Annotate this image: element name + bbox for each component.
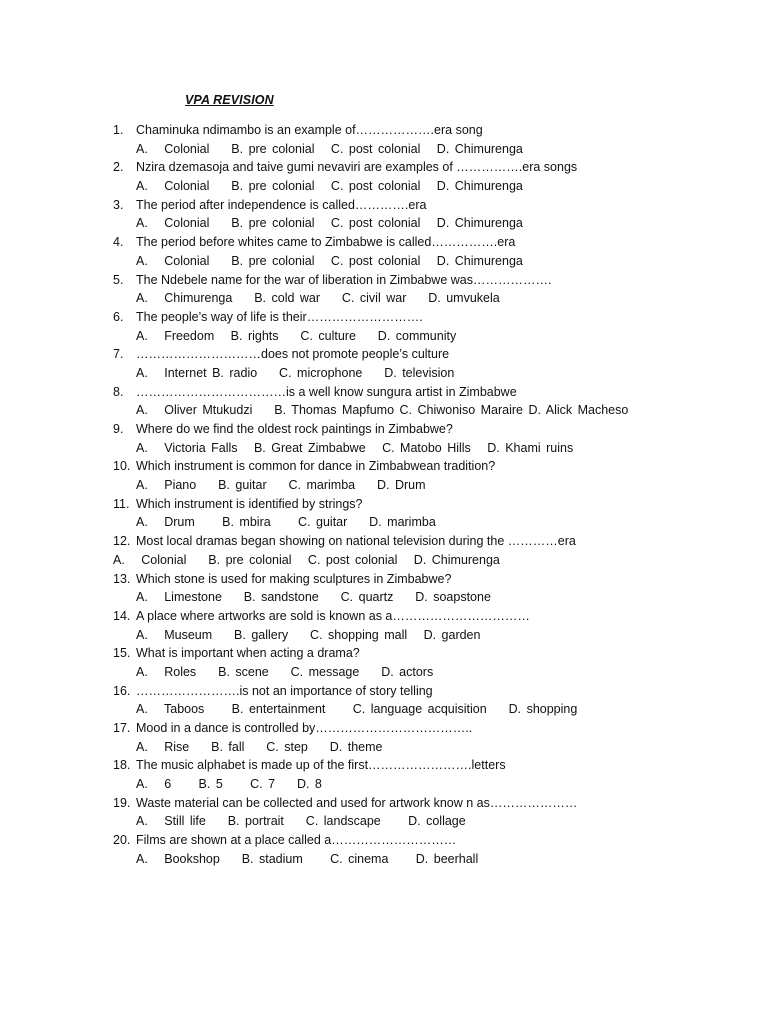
question-line bbox=[0, 794, 768, 813]
question-number: 15. bbox=[113, 646, 131, 661]
question-text: Chaminuka ndimambo is an example of……………….era song bbox=[136, 123, 483, 137]
question-text: The period after independence is called………….era bbox=[136, 197, 427, 212]
question-number: 20. bbox=[113, 833, 131, 848]
question-list bbox=[0, 121, 768, 869]
question-number: 18. bbox=[113, 758, 131, 773]
question-line bbox=[0, 682, 768, 701]
answer-options-text: A. Chimurenga B. cold war C. civil war D. umvukela bbox=[136, 291, 500, 306]
question-text: The period before whites came to Zimbabwe is called…………….era bbox=[136, 235, 516, 250]
question-number: 3. bbox=[113, 197, 124, 212]
question-number: 14. bbox=[113, 608, 131, 623]
question-text: …………………………does not promote people’s culture bbox=[136, 347, 450, 362]
answer-options-text: A. Internet B. radio C. microphone D. television bbox=[136, 365, 455, 380]
question-line bbox=[0, 532, 768, 551]
answer-options-text: A. Oliver Mtukudzi B. Thomas Mapfumo C. Chiwoniso Maraire D. Alick Macheso bbox=[136, 403, 629, 418]
answer-options bbox=[0, 812, 768, 831]
question-line bbox=[0, 420, 768, 439]
answer-options bbox=[0, 738, 768, 757]
question-line bbox=[0, 308, 768, 327]
answer-options-text: A. Bookshop B. stadium C. cinema D. beerhall bbox=[136, 851, 479, 866]
answer-options-text: A. Roles B. scene C. message D. actors bbox=[136, 664, 434, 679]
question-text: Which instrument is identified by strings? bbox=[136, 496, 363, 511]
answer-options bbox=[0, 140, 768, 159]
answer-options-text: A. Rise B. fall C. step D. theme bbox=[136, 739, 383, 754]
question-item bbox=[0, 345, 768, 382]
question-item bbox=[0, 644, 768, 681]
question-number: 9. bbox=[113, 422, 124, 436]
question-item bbox=[0, 682, 768, 719]
question-line bbox=[0, 607, 768, 626]
answer-options bbox=[0, 476, 768, 495]
answer-options-text: A. Victoria Falls B. Great Zimbabwe C. Matobo Hills D. Khami ruins bbox=[136, 440, 574, 455]
question-line bbox=[0, 457, 768, 476]
page-title: VPA REVISION bbox=[185, 93, 274, 107]
question-text: Mood in a dance is controlled by……………………………….. bbox=[136, 721, 473, 735]
question-text: Nzira dzemasoja and taive gumi nevaviri are examples of …………….era songs bbox=[136, 160, 578, 175]
question-item bbox=[0, 121, 768, 158]
question-item bbox=[0, 570, 768, 607]
question-line bbox=[0, 121, 768, 140]
question-item bbox=[0, 719, 768, 756]
answer-options bbox=[0, 663, 768, 682]
question-number: 11. bbox=[113, 496, 130, 511]
answer-options-text: A. Colonial B. pre colonial C. post colonial D. Chimurenga bbox=[136, 216, 523, 231]
question-number: 12. bbox=[113, 534, 131, 549]
answer-options bbox=[0, 364, 768, 383]
answer-options bbox=[0, 850, 768, 869]
question-text: Where do we find the oldest rock paintings in Zimbabwe? bbox=[136, 422, 453, 436]
question-line bbox=[0, 345, 768, 364]
question-item bbox=[0, 607, 768, 644]
question-item bbox=[0, 308, 768, 345]
question-item bbox=[0, 831, 768, 868]
answer-options bbox=[0, 177, 768, 196]
question-item bbox=[0, 420, 768, 457]
answer-options bbox=[0, 401, 768, 420]
question-number: 13. bbox=[113, 571, 131, 586]
question-line bbox=[0, 233, 768, 252]
question-text: Which instrument is common for dance in Zimbabwean tradition? bbox=[136, 459, 496, 474]
answer-options-text: A. Still life B. portrait C. landscape D. collage bbox=[136, 814, 466, 829]
question-number: 2. bbox=[113, 160, 124, 175]
question-number: 4. bbox=[113, 235, 124, 250]
question-item bbox=[0, 158, 768, 195]
answer-options-text: A. Colonial B. pre colonial C. post colonial D. Chimurenga bbox=[136, 141, 523, 156]
answer-options bbox=[0, 252, 768, 271]
question-number: 5. bbox=[113, 272, 124, 287]
answer-options-text: A. Limestone B. sandstone C. quartz D. soapstone bbox=[136, 590, 491, 605]
question-number: 19. bbox=[113, 795, 131, 810]
question-text: The Ndebele name for the war of liberation in Zimbabwe was………………. bbox=[136, 272, 552, 287]
question-text: Films are shown at a place called a………………………… bbox=[136, 833, 457, 848]
question-line bbox=[0, 383, 768, 402]
question-line bbox=[0, 271, 768, 290]
question-text: The music alphabet is made up of the first…………………….letters bbox=[136, 758, 506, 773]
answer-options bbox=[0, 439, 768, 458]
question-line bbox=[0, 719, 768, 738]
answer-options bbox=[0, 626, 768, 645]
question-line bbox=[0, 644, 768, 663]
question-number: 10. bbox=[113, 459, 131, 474]
answer-options-text: A. Colonial B. pre colonial C. post colonial D. Chimurenga bbox=[113, 552, 500, 567]
question-number: 17. bbox=[113, 721, 131, 735]
question-item bbox=[0, 233, 768, 270]
answer-options bbox=[0, 551, 768, 570]
answer-options-text: A. 6 B. 5 C. 7 D. 8 bbox=[136, 777, 322, 792]
question-line bbox=[0, 158, 768, 177]
answer-options-text: A. Taboos B. entertainment C. language acquisition D. shopping bbox=[136, 702, 578, 717]
question-item bbox=[0, 383, 768, 420]
answer-options bbox=[0, 775, 768, 794]
question-item bbox=[0, 495, 768, 532]
question-line bbox=[0, 831, 768, 850]
answer-options-text: A. Piano B. guitar C. marimba D. Drum bbox=[136, 478, 426, 493]
answer-options bbox=[0, 700, 768, 719]
answer-options-text: A. Freedom B. rights C. culture D. community bbox=[136, 328, 457, 343]
question-item bbox=[0, 532, 768, 569]
question-item bbox=[0, 457, 768, 494]
question-item bbox=[0, 756, 768, 793]
answer-options bbox=[0, 214, 768, 233]
question-text: What is important when acting a drama? bbox=[136, 646, 360, 661]
question-text: …………………….is not an importance of story telling bbox=[136, 683, 433, 698]
question-text: Most local dramas began showing on national television during the …………era bbox=[136, 534, 576, 549]
question-line bbox=[0, 756, 768, 775]
answer-options-text: A. Colonial B. pre colonial C. post colonial D. Chimurenga bbox=[136, 179, 523, 194]
question-number: 8. bbox=[113, 384, 124, 399]
question-item bbox=[0, 794, 768, 831]
question-text: Waste material can be collected and used for artwork know n as………………… bbox=[136, 795, 578, 810]
question-line bbox=[0, 495, 768, 514]
answer-options bbox=[0, 289, 768, 308]
question-line bbox=[0, 196, 768, 215]
question-text: ………………………………is a well know sungura artist in Zimbabwe bbox=[136, 384, 517, 399]
question-number: 16. bbox=[113, 683, 131, 698]
question-text: The people’s way of life is their………………………. bbox=[136, 309, 423, 324]
answer-options bbox=[0, 588, 768, 607]
question-item bbox=[0, 271, 768, 308]
answer-options bbox=[0, 513, 768, 532]
answer-options-text: A. Museum B. gallery C. shopping mall D. garden bbox=[136, 627, 481, 642]
question-line bbox=[0, 570, 768, 589]
question-number: 6. bbox=[113, 309, 124, 324]
question-number: 1. bbox=[113, 123, 124, 137]
question-text: Which stone is used for making sculptures in Zimbabwe? bbox=[136, 571, 452, 586]
question-item bbox=[0, 196, 768, 233]
answer-options-text: A. Drum B. mbira C. guitar D. marimba bbox=[136, 515, 436, 530]
answer-options-text: A. Colonial B. pre colonial C. post colonial D. Chimurenga bbox=[136, 253, 523, 268]
question-text: A place where artworks are sold is known as a…………………………… bbox=[136, 608, 530, 623]
answer-options bbox=[0, 327, 768, 346]
question-number: 7. bbox=[113, 347, 124, 362]
